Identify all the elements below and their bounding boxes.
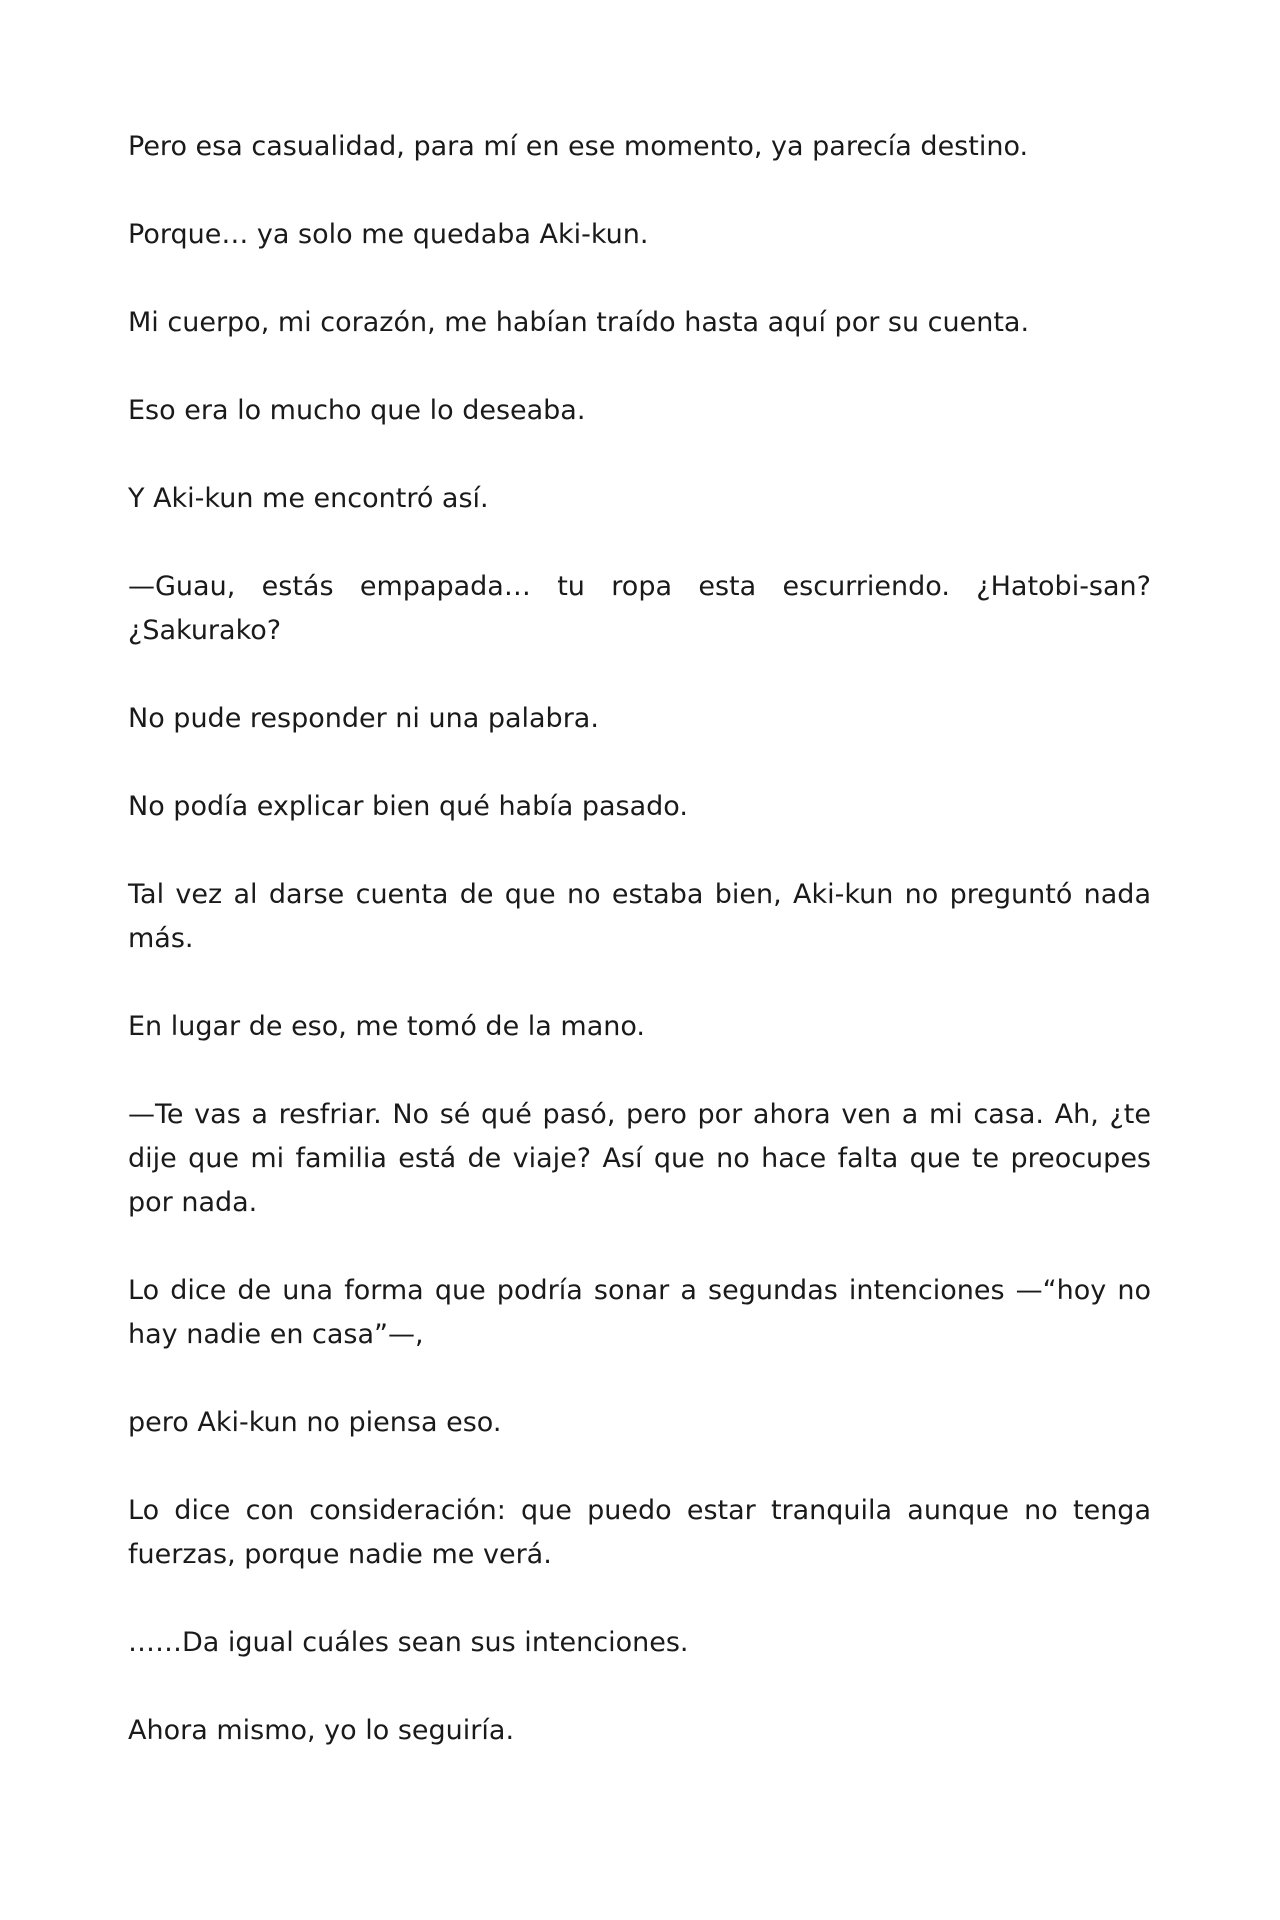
paragraph: No podía explicar bien qué había pasado. bbox=[128, 791, 688, 822]
paragraph: No pude responder ni una palabra. bbox=[128, 703, 599, 734]
paragraph: Y Aki-kun me encontró así. bbox=[128, 483, 489, 514]
paragraph: Lo dice de una forma que podría sonar a segundas intenciones —“hoy no hay nadie en casa”—, bbox=[128, 1275, 1151, 1350]
paragraph: Eso era lo mucho que lo deseaba. bbox=[128, 395, 586, 426]
paragraph: Lo dice con consideración: que puedo estar tranquila aunque no tenga fuerzas, porque nadie me verá. bbox=[128, 1495, 1151, 1570]
dialogue-paragraph: —Te vas a resfriar. No sé qué pasó, pero por ahora ven a mi casa. Ah, ¿te dije que mi familia está de viaje? Así que no hace falta que te preocupes por nada. bbox=[128, 1099, 1151, 1218]
paragraph: En lugar de eso, me tomó de la mano. bbox=[128, 1011, 645, 1042]
paragraph: ……Da igual cuáles sean sus intenciones. bbox=[128, 1627, 689, 1658]
dialogue-paragraph: —Guau, estás empapada… tu ropa esta escurriendo. ¿Hatobi-san? ¿Sakurako? bbox=[128, 571, 1151, 646]
paragraph: Tal vez al darse cuenta de que no estaba bien, Aki-kun no preguntó nada más. bbox=[128, 879, 1151, 954]
paragraph: pero Aki-kun no piensa eso. bbox=[128, 1407, 502, 1438]
paragraph: Pero esa casualidad, para mí en ese momento, ya parecía destino. bbox=[128, 131, 1029, 162]
paragraph: Ahora mismo, yo lo seguiría. bbox=[128, 1715, 515, 1746]
paragraph: Porque… ya solo me quedaba Aki-kun. bbox=[128, 219, 649, 250]
paragraph: Mi cuerpo, mi corazón, me habían traído hasta aquí por su cuenta. bbox=[128, 307, 1030, 338]
